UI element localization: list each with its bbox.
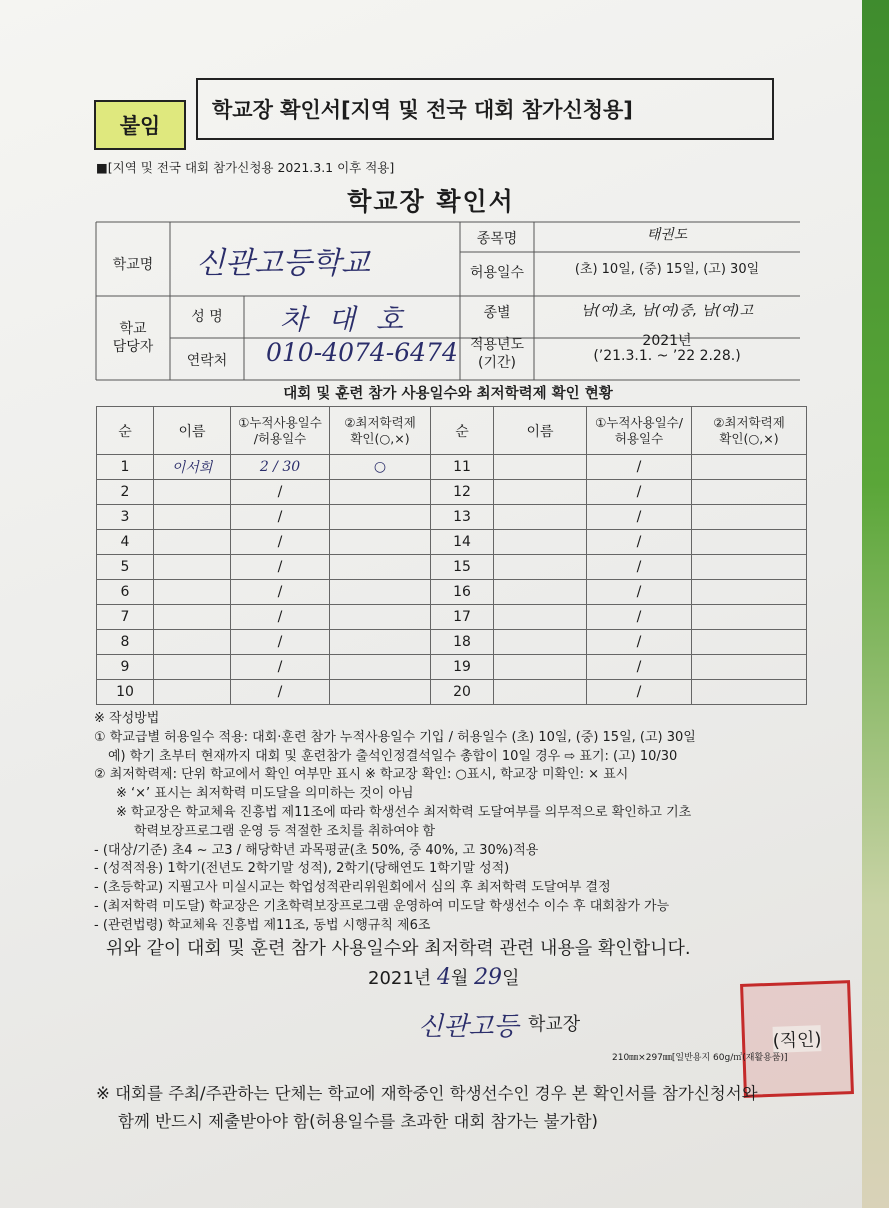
table-row: 4 / 14 / — [97, 530, 807, 555]
note-line: ※ ‘×’ 표시는 최저학력 미도달을 의미하는 것이 아님 — [116, 786, 414, 802]
table-row: 6 / 16 / — [97, 580, 807, 605]
table-row: 10 / 20 / — [97, 680, 807, 705]
school-name-value: 신관고등학교 — [196, 246, 370, 281]
header-check: ②최저학력제 확인(○,×) — [330, 407, 431, 455]
note-line: - (성적적용) 1학기(전년도 2학기말 성적), 2학기(당해연도 1학기말 성적) — [94, 861, 510, 877]
header-days-right: ①누적사용일수/ 허용일수 — [587, 407, 692, 455]
note-line: ※ 작성방법 — [94, 711, 160, 726]
table-row: 8 / 18 / — [97, 630, 807, 655]
status-table — [96, 406, 807, 705]
note-line: ① 학교급별 허용일수 적용: 대회·훈련 참가 누적사용일수 기입 / 허용일수 (초) 10일, (중) 15일, (고) 30일 — [94, 729, 696, 745]
table-row: 1 이서희 2 / 30 ○ 11 / — [97, 455, 807, 480]
instructions — [94, 710, 834, 936]
sport-label: 종목명 — [476, 231, 518, 247]
table-row: 2 / 12 / — [97, 480, 807, 505]
confirmation-text: 위와 같이 대회 및 훈련 참가 사용일수와 최저학력 관련 내용을 확인합니다. — [106, 938, 691, 959]
principal-title: 학교장 — [528, 1014, 581, 1035]
header-check-right: ②최저학력제 확인(○,×) — [692, 407, 807, 455]
note-line: 학력보장프로그램 운영 등 적절한 조치를 취하여야 함 — [134, 823, 436, 839]
gender-value: 남(여)초, 남(여)중, 남(여)고 — [580, 303, 754, 319]
applicability-note: ■[지역 및 전국 대회 참가신청용 2021.3.1 이후 적용] — [96, 160, 395, 175]
status-title: 대회 및 훈련 참가 사용일수와 최저학력제 확인 현황 — [283, 386, 613, 402]
name-value: 차 대 호 — [280, 303, 409, 336]
paper-spec: 210㎜×297㎜[일반용지 60g/㎡(재활용품)] — [612, 1053, 788, 1063]
staff-label-2: 담당자 — [112, 339, 154, 355]
year-value-2: (’21.3.1. ~ ’22 2.28.) — [593, 348, 741, 364]
gender-label: 종별 — [483, 305, 511, 321]
header-num-right: 순 — [431, 407, 494, 455]
name-label: 성 명 — [191, 309, 223, 325]
note-line: 예) 학기 초부터 현재까지 대회 및 훈련참가 출석인정결석일수 총합이 10일 경우 ⇨ 표기: (고) 10/30 — [108, 748, 678, 764]
staff-label-1: 학교 — [119, 321, 147, 337]
year-value-1: 2021년 — [642, 333, 692, 349]
contact-value: 010-4074-6474 — [266, 338, 458, 367]
seal-note: (직인) — [772, 1025, 822, 1053]
header-name-right: 이름 — [494, 407, 587, 455]
issue-date: 2021년 4월 29일 — [368, 965, 520, 990]
note-line: - (대상/기준) 초4 ~ 고3 / 해당학년 과목평균(초 50%, 중 40%, 고 30%)적용 — [94, 842, 539, 858]
note-line: ② 최저학력제: 단위 학교에서 확인 여부만 표시 ※ 학교장 확인: ○표시, 학교장 미확인: × 표시 — [94, 767, 629, 783]
header-days: ①누적사용일수 /허용일수 — [231, 407, 330, 455]
note-line: - (초등학교) 지필고사 미실시교는 학업성적관리위원회에서 심의 후 최저학력 도달여부 결정 — [94, 880, 611, 896]
header-title: 학교장 확인서[지역 및 전국 대회 참가신청용] — [196, 78, 774, 140]
note-line: - (최저학력 미도달) 학교장은 기초학력보장프로그램 운영하여 미도달 학생선수 이수 후 대회참가 가능 — [94, 898, 670, 914]
header-num: 순 — [97, 407, 154, 455]
table-row: 7 / 17 / — [97, 605, 807, 630]
table-row: 5 / 15 / — [97, 555, 807, 580]
attachment-tag: 붙임 — [94, 100, 186, 150]
page-title: 학교장 확인서 — [347, 187, 515, 216]
sport-value: 태권도 — [646, 227, 688, 243]
note-line: ※ 학교장은 학교체육 진흥법 제11조에 따라 학생선수 최저학력 도달여부를 의무적으로 확인하고 기초 — [116, 804, 692, 820]
table-row: 3 / 13 / — [97, 505, 807, 530]
submission-note: ※ 대회를 주최/주관하는 단체는 학교에 재학중인 학생선수인 경우 본 확인서를 참가신청서와 함께 반드시 제출받아야 함(허용일수를 초과한 대회 참가는 불가함) — [96, 1084, 758, 1131]
principal-school-signature: 신관고등 — [418, 1012, 519, 1042]
year-label-2: (기간) — [478, 355, 516, 371]
note-line: - (관련법령) 학교체육 진흥법 제11조, 동법 시행규칙 제6조 — [94, 917, 431, 933]
table-row: 9 / 19 / — [97, 655, 807, 680]
header-name: 이름 — [154, 407, 231, 455]
allowed-days-label: 허용일수 — [469, 265, 525, 281]
contact-label: 연락처 — [186, 353, 228, 369]
school-name-label: 학교명 — [112, 257, 154, 273]
allowed-days-value: (초) 10일, (중) 15일, (고) 30일 — [574, 262, 760, 277]
year-label-1: 적용년도 — [469, 337, 525, 353]
